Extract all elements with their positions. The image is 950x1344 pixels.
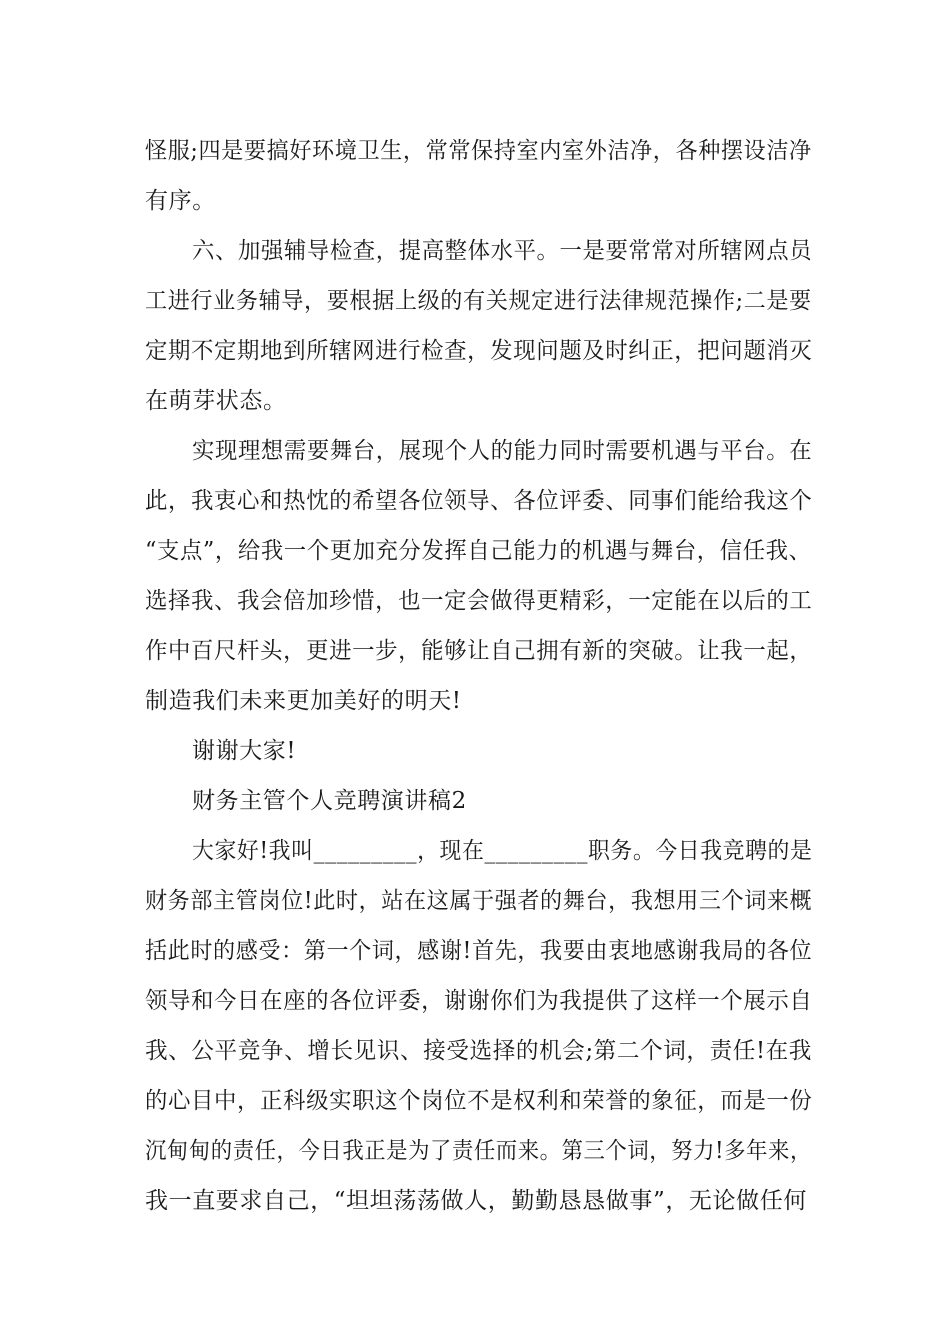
- text-line: 六、加强辅导检查，提高整体水平。一是要常常对所辖网点员: [192, 238, 813, 264]
- text-line: “支点”，给我一个更加充分发挥自己能力的机遇与舞台，信任我、: [145, 538, 812, 564]
- text-line: 此，我衷心和热忱的希望各位领导、各位评委、同事们能给我这个: [145, 488, 813, 514]
- text-line: 在萌芽状态。: [145, 388, 287, 414]
- text-line: 财务部主管岗位!此时，站在这属于强者的舞台，我想用三个词来概: [145, 888, 813, 914]
- text-line: 实现理想需要舞台，展现个人的能力同时需要机遇与平台。在: [192, 438, 813, 464]
- text-line: 大家好!我叫_________，现在_________职务。今日我竞聘的是: [192, 838, 813, 864]
- text-line: 选择我、我会倍加珍惜，也一定会做得更精彩，一定能在以后的工: [145, 588, 813, 614]
- text-line: 我、公平竞争、增长见识、接受选择的机会;第二个词，责任!在我: [145, 1038, 812, 1064]
- text-line: 谢谢大家!: [192, 738, 297, 764]
- text-line: 领导和今日在座的各位评委，谢谢你们为我提供了这样一个展示自: [145, 988, 813, 1014]
- text-line: 的心目中，正科级实职这个岗位不是权利和荣誉的象征，而是一份: [145, 1088, 813, 1114]
- text-line: 工进行业务辅导，要根据上级的有关规定进行法律规范操作;二是要: [145, 288, 812, 314]
- text-line: 定期不定期地到所辖网进行检查，发现问题及时纠正，把问题消灭: [145, 338, 813, 364]
- text-line: 我一直要求自己，“坦坦荡荡做人，勤勤恳恳做事”，无论做任何: [145, 1188, 807, 1214]
- text-line: 有序。: [145, 188, 216, 214]
- text-line: 制造我们未来更加美好的明天!: [145, 688, 462, 714]
- text-line: 怪服;四是要搞好环境卫生，常常保持室内室外洁净，各种摆设洁净: [145, 138, 812, 164]
- section-heading: 财务主管个人竞聘演讲稿2: [192, 788, 467, 814]
- text-line: 沉甸甸的责任，今日我正是为了责任而来。第三个词，努力!多年来，: [145, 1138, 812, 1164]
- text-line: 作中百尺杆头，更进一步，能够让自己拥有新的突破。让我一起，: [145, 638, 813, 664]
- text-line: 括此时的感受：第一个词，感谢!首先，我要由衷地感谢我局的各位: [145, 938, 813, 964]
